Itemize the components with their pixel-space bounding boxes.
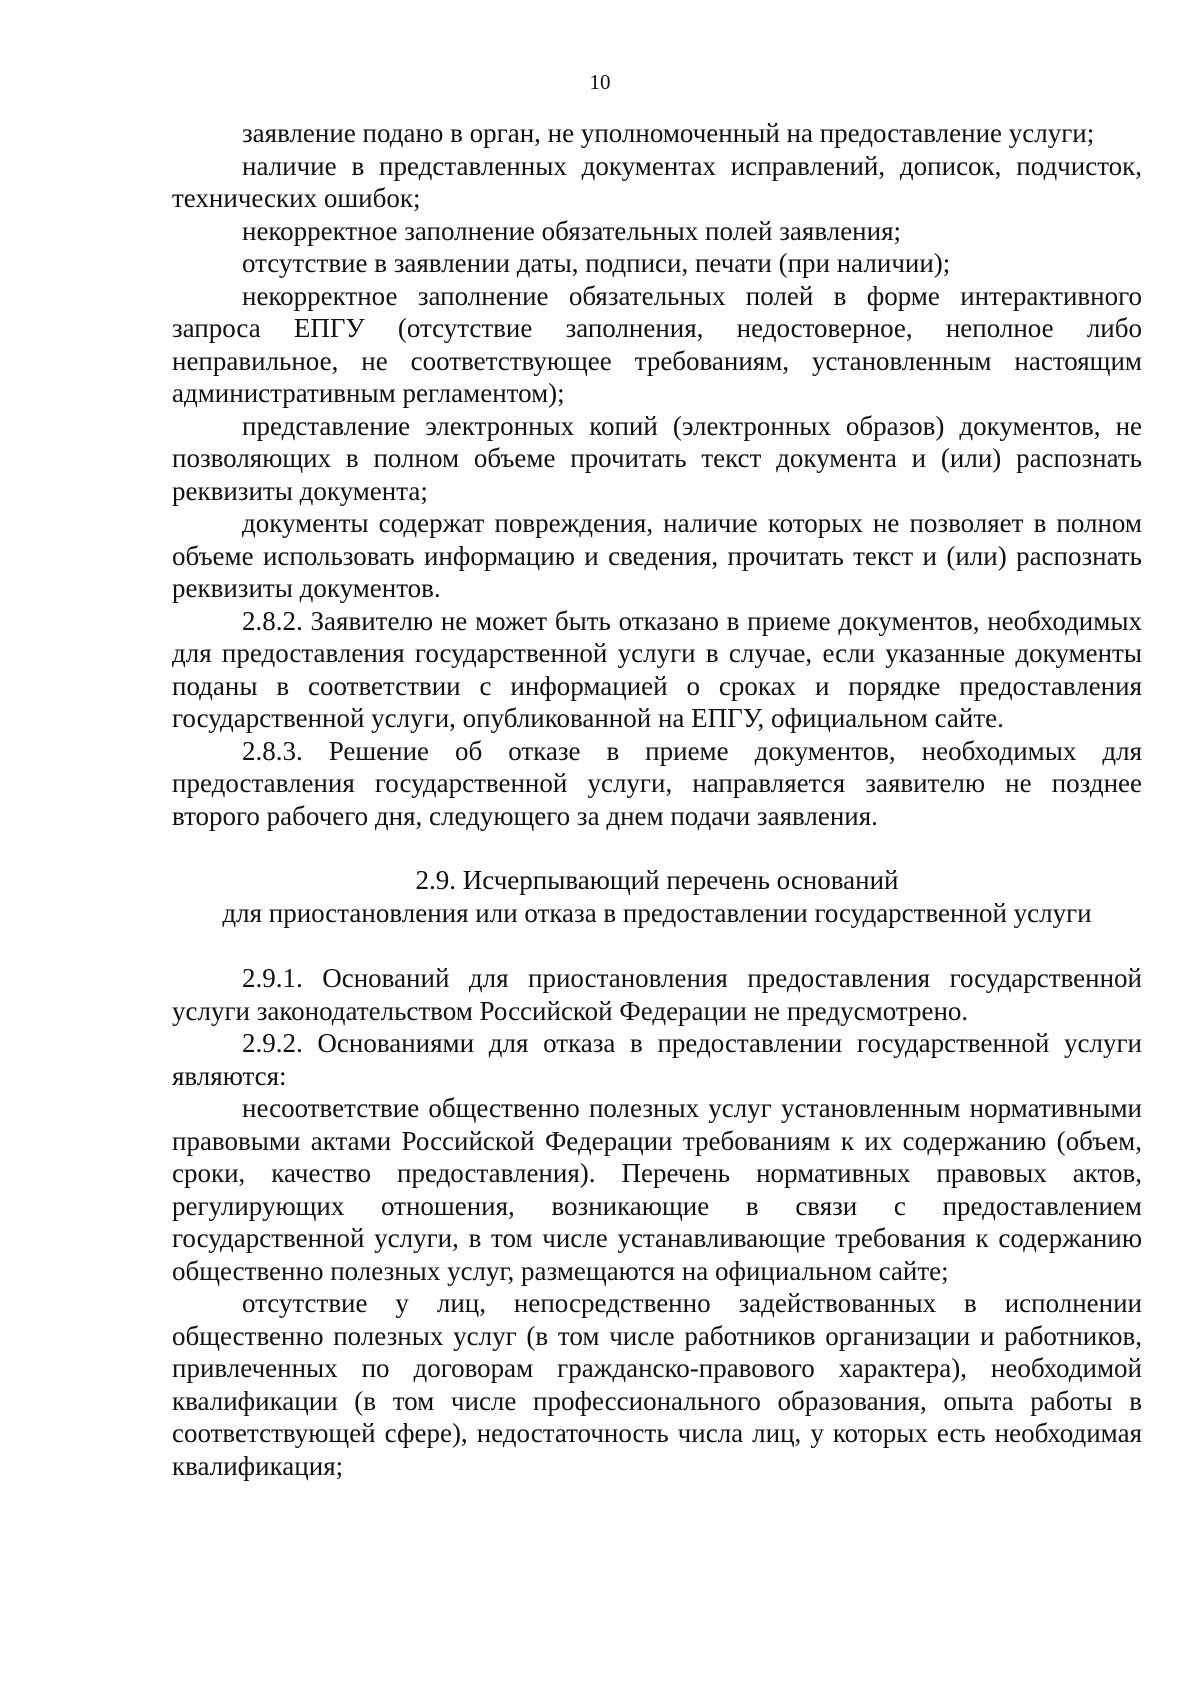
paragraph: некорректное заполнение обязательных полей в форме интерактивного запроса ЕПГУ (отсутствие заполнения, недостоверное, неполное либо неправильное, не соответствующее требованиям, установленным настоящим административным регламентом); (172, 280, 1142, 408)
page-number: 10 (589, 70, 611, 94)
section-heading-line-2: для приостановления или отказа в предоставлении государственной услуги (222, 897, 1092, 928)
section-heading-line-1: 2.9. Исчерпывающий перечень оснований (415, 865, 899, 895)
paragraph: некорректное заполнение обязательных полей заявления; (242, 215, 901, 246)
section-heading (172, 864, 1142, 929)
document-body (172, 117, 1142, 1482)
paragraph-2-9-1: 2.9.1. Оснований для приостановления предоставления государственной услуги законодательством Российской Федерации не предусмотрено. (172, 963, 1142, 1026)
paragraph: документы содержат повреждения, наличие которых не позволяет в полном объеме использовать информацию и сведения, прочитать текст и (или) распознать реквизиты документов. (172, 508, 1142, 603)
paragraph: заявление подано в орган, не уполномоченный на предоставление услуги; (242, 118, 1095, 148)
paragraph: представление электронных копий (электронных образов) документов, не позволяющих в полном объеме прочитать текст документа и (или) распознать реквизиты документа; (172, 410, 1142, 506)
paragraph: отсутствие в заявлении даты, подписи, печати (при наличии); (242, 248, 951, 278)
paragraph: наличие в представленных документах исправлений, дописок, подчисток, технических ошибок; (172, 150, 1142, 213)
paragraph-2-8-2: 2.8.2. Заявителю не может быть отказано в приеме документов, необходимых для предоставления государственной услуги в случае, если указанные документы поданы в соответствии с информацией о сроках и порядке предоставления государственной услуги, опубликованной на ЕПГУ, официальном сайте. (172, 605, 1142, 733)
paragraph-2-8-3: 2.8.3. Решение об отказе в приеме документов, необходимых для предоставления государственной услуги, направляется заявителю не позднее второго рабочего дня, следующего за днем подачи заявления. (172, 735, 1142, 831)
paragraph: отсутствие у лиц, непосредственно задействованных в исполнении общественно полезных услуг (в том числе работников организации и работников, привлеченных по договорам гражданско-правового характера), необходимой квалификации (в том числе профессионального образования, опыта работы в соответствующей сфере), недостаточность числа лиц, у которых есть необходимая квалификация; (172, 1288, 1142, 1481)
paragraph: несоответствие общественно полезных услуг установленным нормативными правовыми актами Российской Федерации требованиям к их содержанию (объем, сроки, качество предоставления). Перечень нормативных правовых актов, регулирующих отношения, возникающие в связи с предоставлением государственной услуги, в том числе устанавливающие требования к содержанию общественно полезных услуг, размещаются на официальном сайте; (172, 1093, 1142, 1286)
paragraph-2-9-2: 2.9.2. Основаниями для отказа в предоставлении государственной услуги являются: (172, 1028, 1142, 1091)
